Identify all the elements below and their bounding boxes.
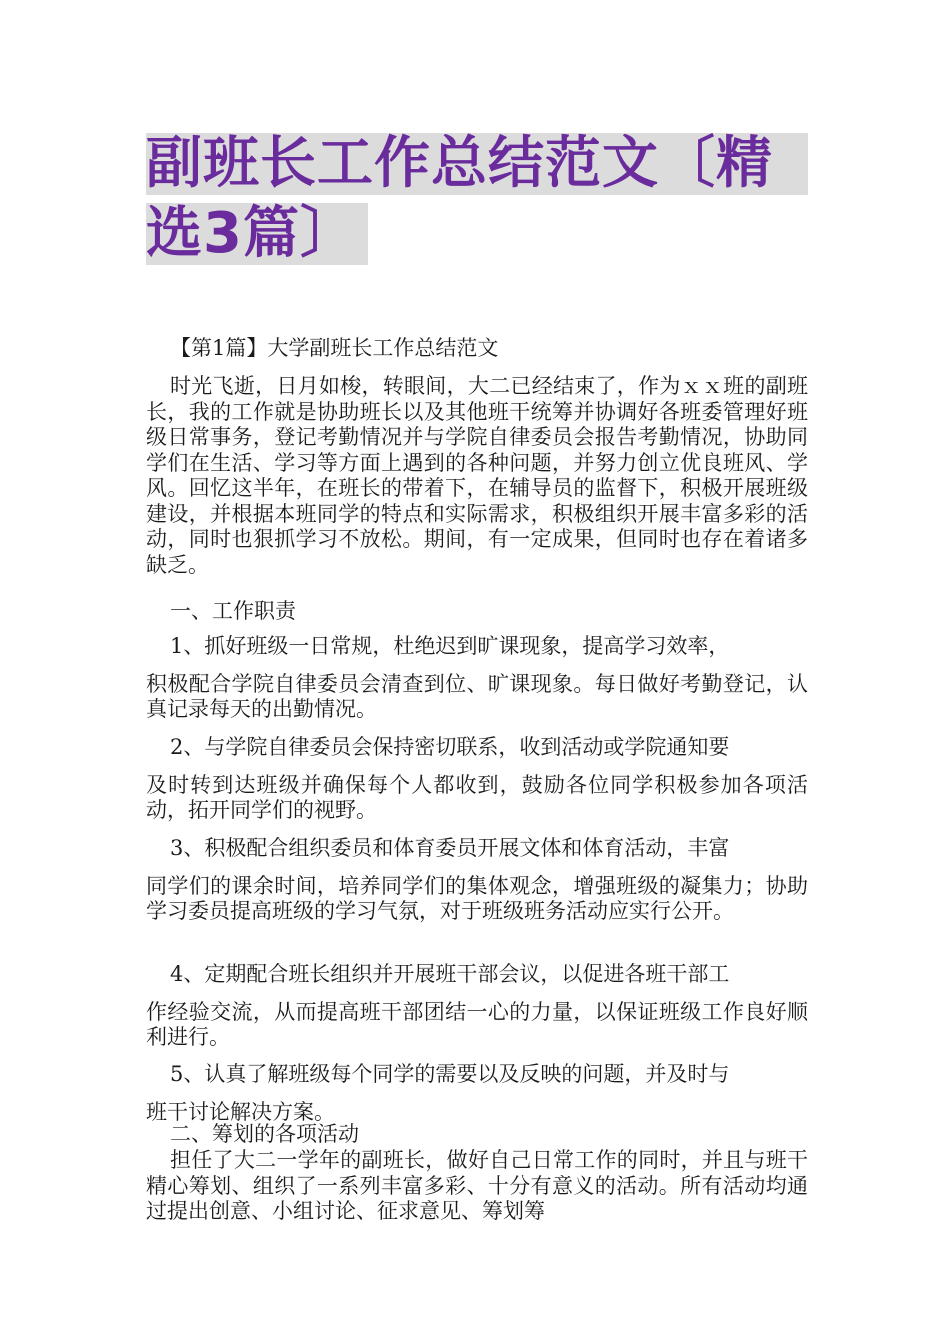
document-title-line-1: 副班长工作总结范文〔精 (146, 133, 808, 195)
duty-item-continuation: 班干讨论解决方案。 (146, 1099, 335, 1124)
section-heading-duties: 一、工作职责 (170, 599, 296, 623)
duty-item-first-line: 2、与学院自律委员会保持密切联系，收到活动或学院通知要 (170, 735, 730, 759)
duty-item (146, 836, 808, 925)
duty-item-first-line: 3、积极配合组织委员和体育委员开展文体和体育活动，丰富 (170, 836, 730, 860)
duty-item-continuation: 作经验交流，从而提高班干部团结一心的力量，以保证班级工作良好顺利进行。 (146, 999, 808, 1049)
duty-item (146, 634, 808, 723)
activities-paragraph: 担任了大二一学年的副班长，做好自己日常工作的同时，并且与班干精心筹划、组织了一系列丰富多彩、十分有意义的活动。所有活动均通过提出创意、小组讨论、征求意见、筹划筹 (146, 1148, 808, 1223)
duty-item (146, 735, 808, 824)
duty-item (146, 1062, 808, 1125)
section-heading-activities: 二、筹划的各项活动 (170, 1122, 359, 1146)
intro-paragraph: 时光飞逝，日月如梭，转眼间，大二已经结束了，作为ｘｘ班的副班长，我的工作就是协助班长以及其他班干统筹并协调好各班委管理好班级日常事务，登记考勤情况并与学院自律委员会报告考勤情况，协助同学们在生活、学习等方面上遇到的各种问题，并努力创立优良班风、学风。回忆这半年，在班长的带着下，在辅导员的监督下，积极开展班级建设，并根据本班同学的特点和实际需求，积极组织开展丰富多彩的活动，同时也狠抓学习不放松。期间，有一定成果，但同时也存在着诸多缺乏。 (146, 374, 808, 577)
document-title-line-2: 选3篇〕 (146, 203, 368, 265)
duty-item-continuation: 同学们的课余时间，培养同学们的集体观念，增强班级的凝集力；协助学习委员提高班级的学习气氛，对于班级班务活动应实行公开。 (146, 873, 808, 923)
duty-item-first-line: 5、认真了解班级每个同学的需要以及反映的问题，并及时与 (170, 1062, 730, 1086)
duty-item-continuation: 积极配合学院自律委员会清查到位、旷课现象。每日做好考勤登记，认真记录每天的出勤情况。 (146, 671, 808, 721)
duty-item-first-line: 1、抓好班级一日常规，杜绝迟到旷课现象，提高学习效率， (170, 634, 730, 658)
article-heading: 【第1篇】大学副班长工作总结范文 (170, 336, 499, 360)
duty-item (146, 962, 808, 1051)
duty-item-continuation: 及时转到达班级并确保每个人都收到，鼓励各位同学积极参加各项活动，拓开同学们的视野。 (146, 772, 808, 822)
duty-item-first-line: 4、定期配合班长组织并开展班干部会议，以促进各班干部工 (170, 962, 730, 986)
